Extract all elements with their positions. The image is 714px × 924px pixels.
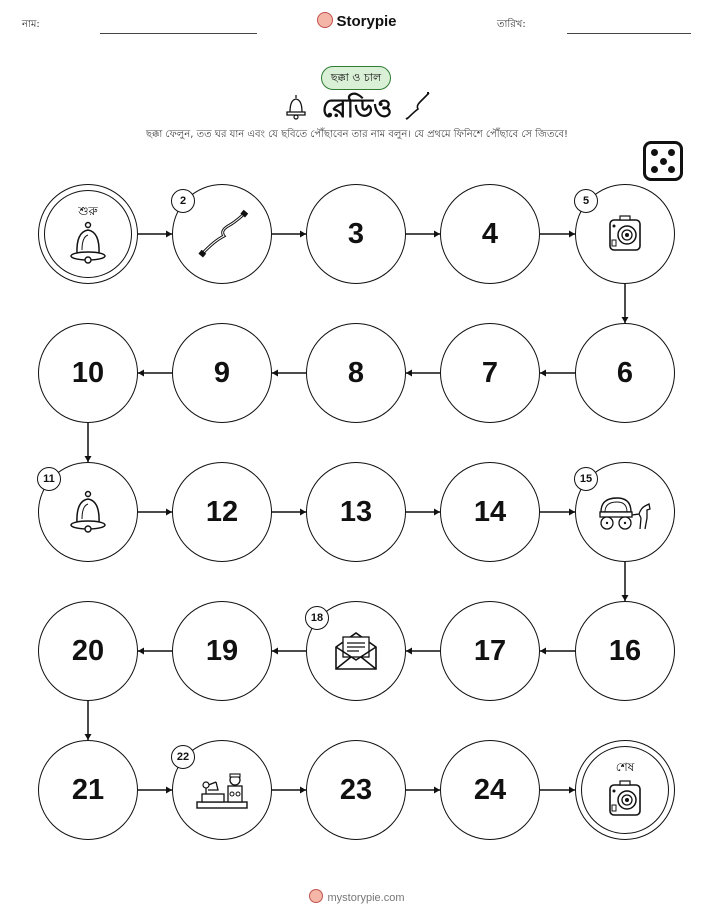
footer-url[interactable]: mystorypie.com: [327, 892, 405, 904]
space-number: 8: [347, 356, 365, 389]
space-number-badge: 11: [37, 467, 61, 491]
board-space-3[interactable]: [306, 184, 406, 284]
board-space-6[interactable]: [575, 323, 675, 423]
name-line[interactable]: [100, 33, 257, 34]
space-number-badge: 2: [171, 189, 195, 213]
speaker-icon: [605, 214, 645, 254]
brand: [0, 12, 714, 30]
start-label: শুরু: [78, 204, 98, 218]
brand-name: Storypie: [336, 13, 397, 30]
board-space-9[interactable]: [172, 323, 272, 423]
space-number-badge: 15: [574, 467, 598, 491]
board-space-17[interactable]: [440, 601, 540, 701]
antenna-wire-icon: [402, 90, 432, 122]
board-space-7[interactable]: [440, 323, 540, 423]
telegraph-machine-icon: [194, 768, 250, 812]
space-number: 7: [481, 356, 499, 389]
bell-icon: [66, 220, 110, 266]
space-number: 16: [608, 634, 642, 667]
arrow-head: [138, 648, 144, 655]
speaker-icon: [605, 779, 645, 819]
finish-label: শেষ: [615, 760, 635, 774]
page-title: রেডিও: [321, 94, 393, 124]
space-number: 21: [71, 773, 105, 806]
board-space-13[interactable]: [306, 462, 406, 562]
start-space[interactable]: [38, 184, 138, 284]
space-number: 20: [71, 634, 105, 667]
board-space-15[interactable]: [575, 462, 675, 562]
dice-icon[interactable]: [643, 141, 683, 181]
board-space-10[interactable]: [38, 323, 138, 423]
storypie-logo-icon: [309, 889, 323, 903]
space-number: 9: [213, 356, 231, 389]
board-space-20[interactable]: [38, 601, 138, 701]
board-space-22[interactable]: [172, 740, 272, 840]
space-number: 13: [339, 495, 373, 528]
board-space-2[interactable]: [172, 184, 272, 284]
footer: [0, 889, 714, 904]
storypie-logo-icon: [317, 12, 333, 28]
arrow-head: [272, 370, 278, 377]
space-number: 24: [473, 773, 507, 806]
space-number: 19: [205, 634, 239, 667]
board-space-4[interactable]: [440, 184, 540, 284]
antenna-wire-icon: [194, 209, 250, 259]
arrow-head: [540, 648, 546, 655]
board-space-21[interactable]: [38, 740, 138, 840]
instructions: ছক্কা ফেলুন, তত ঘর যান এবং যে ছবিতে পৌঁছাবেন তার নাম বলুন। যে প্রথমে ফিনিশে পৌঁছাবে সে জিতবে!: [145, 129, 569, 140]
board-space-16[interactable]: [575, 601, 675, 701]
arrow-head: [272, 648, 278, 655]
board-space-11[interactable]: [38, 462, 138, 562]
board-space-18[interactable]: [306, 601, 406, 701]
space-number: 23: [339, 773, 373, 806]
arrow-head: [138, 370, 144, 377]
envelope-icon: [332, 629, 380, 673]
space-number-badge: 22: [171, 745, 195, 769]
space-number: 10: [71, 356, 105, 389]
arrow-head: [406, 370, 412, 377]
board-space-12[interactable]: [172, 462, 272, 562]
board-space-19[interactable]: [172, 601, 272, 701]
space-number: 3: [347, 217, 365, 250]
date-label: তারিখ:: [497, 19, 526, 30]
game-type-badge: ছক্কা ও চাল: [321, 66, 391, 90]
horse-carriage-icon: [597, 492, 653, 532]
name-label: নাম:: [22, 19, 40, 30]
space-number: 4: [481, 217, 499, 250]
space-number-badge: 5: [574, 189, 598, 213]
board-space-24[interactable]: [440, 740, 540, 840]
board-space-8[interactable]: [306, 323, 406, 423]
space-number: 17: [473, 634, 507, 667]
finish-space[interactable]: [575, 740, 675, 840]
arrow-head: [540, 370, 546, 377]
board-space-5[interactable]: [575, 184, 675, 284]
space-number-badge: 18: [305, 606, 329, 630]
space-number: 14: [473, 495, 507, 528]
space-number: 6: [616, 356, 634, 389]
board-space-14[interactable]: [440, 462, 540, 562]
arrow-head: [406, 648, 412, 655]
date-line[interactable]: [567, 33, 691, 34]
bell-icon: [66, 489, 110, 535]
space-number: 12: [205, 495, 239, 528]
board-space-23[interactable]: [306, 740, 406, 840]
